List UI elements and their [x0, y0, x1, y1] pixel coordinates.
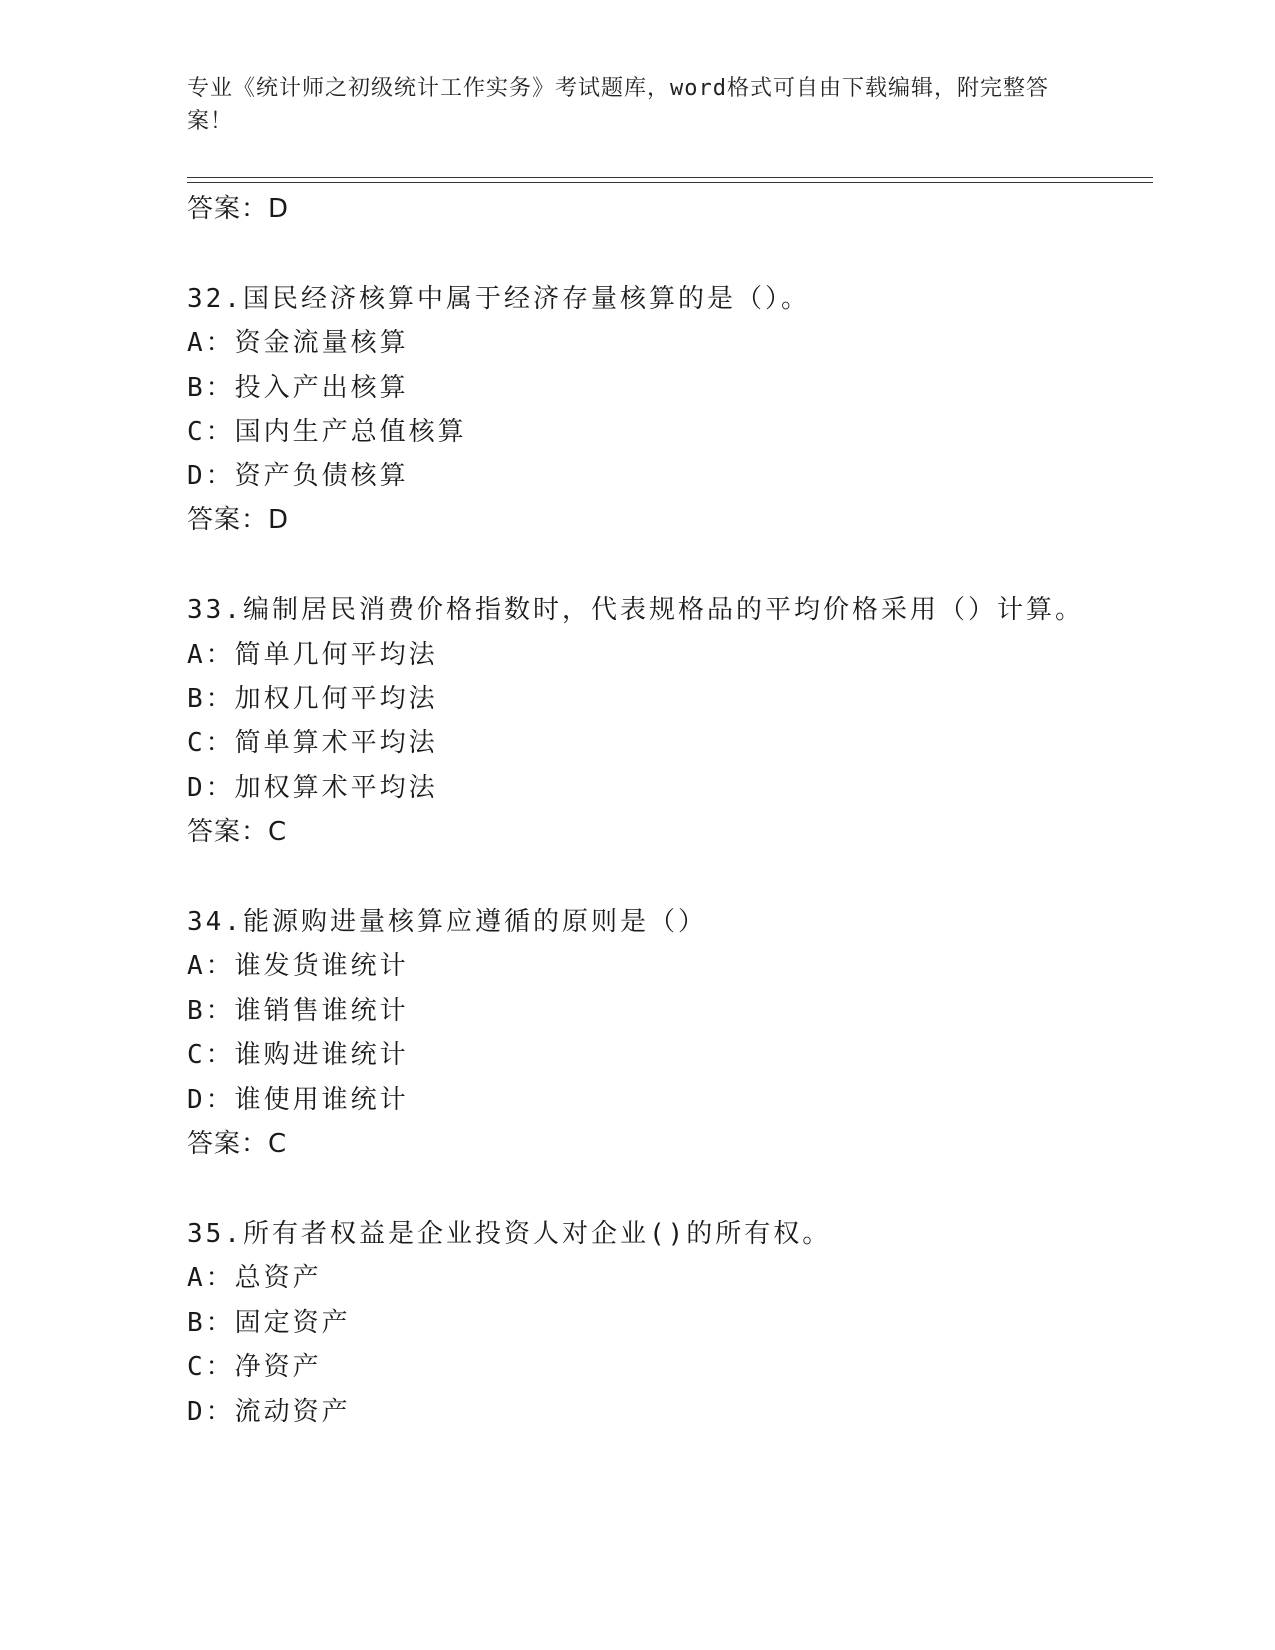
- answer-prev: 答案：D: [187, 194, 290, 224]
- question-34-option-d: D：谁使用谁统计: [187, 1085, 409, 1115]
- question-34-option-b: B：谁销售谁统计: [187, 996, 409, 1026]
- header-divider-bottom: [187, 182, 1153, 183]
- header-divider-top: [187, 177, 1153, 178]
- question-35-stem: 35.所有者权益是企业投资人对企业()的所有权。: [187, 1219, 832, 1249]
- question-35-option-a: A：总资产: [187, 1263, 322, 1293]
- question-33-option-a: A：简单几何平均法: [187, 640, 438, 670]
- question-33-answer: 答案：C: [187, 817, 288, 847]
- question-33-option-c: C：简单算术平均法: [187, 728, 438, 758]
- document-header: [187, 72, 1067, 138]
- question-32-option-a: A：资金流量核算: [187, 328, 409, 358]
- question-32-option-c: C：国内生产总值核算: [187, 417, 467, 447]
- question-32-option-d: D：资产负债核算: [187, 461, 409, 491]
- question-34-stem: 34.能源购进量核算应遵循的原则是（）: [187, 907, 707, 937]
- header-text: 专业《统计师之初级统计工作实务》考试题库，word格式可自由下载编辑，附完整答案！: [187, 76, 1049, 134]
- question-32-option-b: B：投入产出核算: [187, 373, 409, 403]
- question-32-stem: 32.国民经济核算中属于经济存量核算的是（）。: [187, 284, 810, 314]
- question-34-option-c: C：谁购进谁统计: [187, 1040, 409, 1070]
- question-35-option-b: B：固定资产: [187, 1308, 351, 1338]
- question-33-option-d: D：加权算术平均法: [187, 773, 438, 803]
- question-35-option-c: C：净资产: [187, 1352, 322, 1382]
- question-33-option-b: B：加权几何平均法: [187, 684, 438, 714]
- question-35-option-d: D：流动资产: [187, 1397, 351, 1427]
- question-32-answer: 答案：D: [187, 505, 290, 535]
- question-34-answer: 答案：C: [187, 1129, 288, 1159]
- question-34-option-a: A：谁发货谁统计: [187, 951, 409, 981]
- question-33-stem: 33.编制居民消费价格指数时，代表规格品的平均价格采用（）计算。: [187, 595, 1084, 625]
